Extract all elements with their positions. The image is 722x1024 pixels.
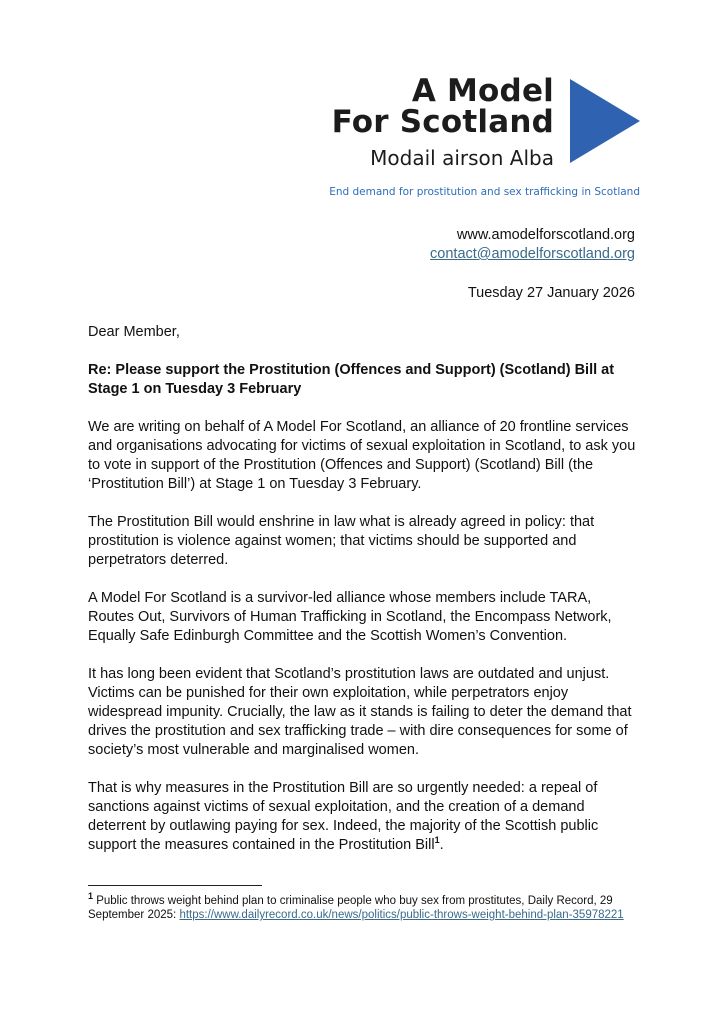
logo-line-1: A Model xyxy=(411,73,554,109)
paragraph: It has long been evident that Scotland’s prostitution laws are outdated and unjust. Victims can be punished for their own exploitation, while perpetrators enjoy widespread impunity. Crucially, the law as it stands is failing to deter the demand that drives the prostitution and sex trafficking trade – with dire consequences for some of society’s most vulnerable and marginalised women. xyxy=(88,666,632,758)
last-paragraph-end: . xyxy=(439,837,444,853)
footnote-divider xyxy=(88,885,262,886)
letter-date: Tuesday 27 January 2026 xyxy=(467,285,635,301)
last-paragraph-text: That is why measures in the Prostitution Bill are so urgently needed: a repeal of sanctions against victims of sexual exploitation, and the creation of a demand deterrent by outlawing paying for sex. Indeed, the majority of the Scottish public support the measures contained in the Prostitution Bill xyxy=(88,780,599,853)
play-triangle-icon xyxy=(570,79,640,163)
footnote xyxy=(88,891,638,922)
paragraph: The Prostitution Bill would enshrine in law what is already agreed in policy: that prostitution is violence against women; that victims should be supported and perpetrators deterred. xyxy=(88,514,595,568)
salutation: Dear Member, xyxy=(88,324,180,340)
paragraph: A Model For Scotland is a survivor-led alliance whose members include TARA, Routes Out, Survivors of Human Trafficking in Scotland, the Encompass Network, Equally Safe Edinburgh Committee and the Scottish Women’s Convention. xyxy=(88,590,612,644)
subject-line: Re: Please support the Prostitution (Offences and Support) (Scotland) Bill at Stage 1 on Tuesday 3 February xyxy=(88,362,615,397)
contact-block xyxy=(430,226,635,264)
footnote-reference[interactable]: 1 xyxy=(434,835,440,846)
letter-body xyxy=(88,323,638,874)
logo-wordmark xyxy=(331,73,554,171)
paragraph: We are writing on behalf of A Model For Scotland, an alliance of 20 frontline services and organisations advocating for victims of sexual exploitation in Scotland, to ask you to vote in support of the Prostitution (Offences and Support) (Scotland) Bill (the ‘Prostitution Bill’) at Stage 1 on Tuesday 3 February. xyxy=(88,419,636,492)
footnote-marker: 1 xyxy=(88,891,94,902)
footnote-link[interactable]: https://www.dailyrecord.co.uk/news/politics/public-throws-weight-behind-plan-35978221 xyxy=(179,909,624,921)
website-text: www.amodelforscotland.org xyxy=(456,227,635,243)
logo-gaelic-line: Modail airson Alba xyxy=(370,146,554,170)
email-link[interactable]: contact@amodelforscotland.org xyxy=(430,246,635,262)
paragraph xyxy=(88,779,638,855)
logo-line-2: For Scotland xyxy=(331,104,554,140)
tagline: End demand for prostitution and sex trafficking in Scotland xyxy=(329,186,640,198)
footnote-text: Public throws weight behind plan to criminalise people who buy sex from prostitutes, Daily Record, 29 September 2025: xyxy=(88,895,613,921)
